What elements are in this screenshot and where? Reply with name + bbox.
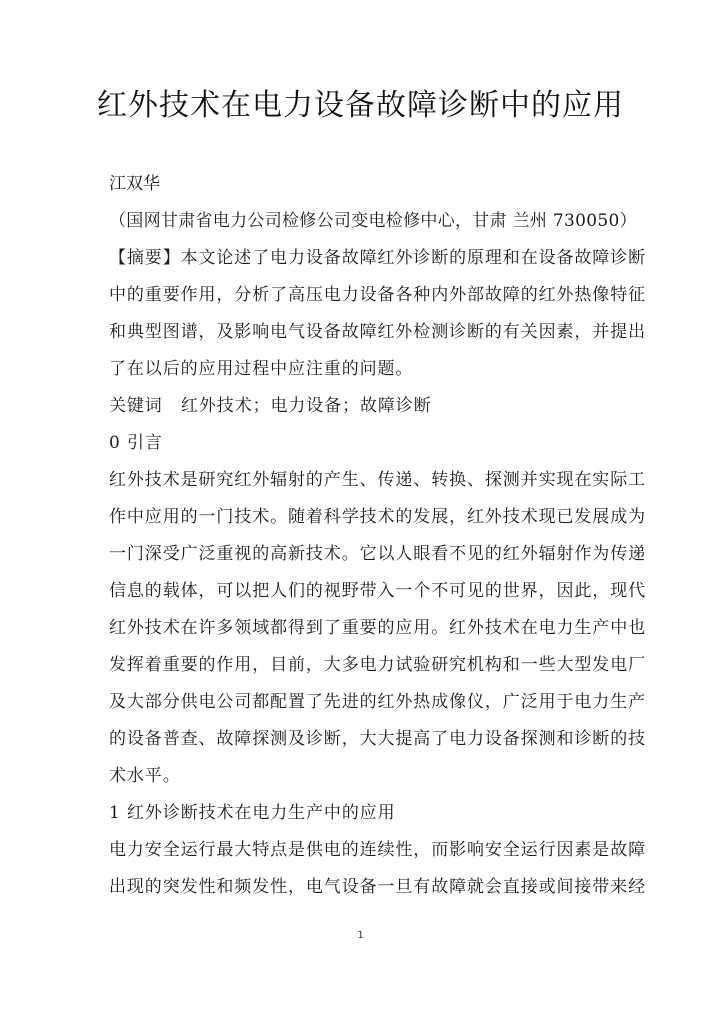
paragraph-line: 及大部分供电公司都配置了先进的红外热成像仪，广泛用于电力生产: [109, 692, 646, 712]
abstract-line: 了在以后的应用过程中应注重的问题。: [109, 359, 414, 379]
keywords-value: 红外技术；电力设备；故障诊断: [181, 396, 432, 416]
document-title: 红外技术在电力设备故障诊断中的应用: [97, 88, 624, 123]
keywords: [109, 388, 613, 425]
paragraph-line: 发挥着重要的作用，目前，大多电力试验研究机构和一些大型发电厂: [109, 655, 646, 675]
paragraph-line: 作中应用的一门技术。随着科学技术的发展，红外技术现已发展成为: [109, 507, 646, 527]
paragraph-line: 的设备普查、故障探测及诊断，大大提高了电力设备探测和诊断的技: [109, 729, 646, 749]
section-heading-introduction: 0 引言: [109, 433, 163, 453]
paragraph-line: 信息的载体，可以把人们的视野带入一个不可见的世界，因此，现代: [109, 581, 646, 601]
author-name: 江双华: [109, 174, 160, 194]
document-body: [109, 166, 646, 906]
section-heading-application: 1 红外诊断技术在电力生产中的应用: [109, 803, 396, 823]
abstract-line: 中的重要作用，分析了高压电力设备各种内外部故障的红外热像特征: [109, 285, 646, 305]
paragraph-line: 一门深受广泛重视的高新技术。它以人眼看不见的红外辐射作为传递: [109, 544, 646, 564]
paragraph-line: 红外技术是研究红外辐射的产生、传递、转换、探测并实现在实际工: [109, 470, 646, 490]
abstract-line: 【摘要】本文论述了电力设备故障红外诊断的原理和在设备故障诊断: [109, 248, 646, 268]
abstract: [109, 240, 646, 388]
paragraph-line: 电力安全运行最大特点是供电的连续性，而影响安全运行因素是故障: [109, 840, 646, 860]
paragraph-line: 出现的突发性和频发性，电气设备一旦有故障就会直接或间接带来经: [109, 877, 646, 897]
keywords-label: 关键词: [109, 396, 163, 416]
section-application-body: [109, 832, 646, 906]
paragraph-line: 术水平。: [109, 766, 181, 786]
abstract-line: 和典型图谱，及影响电气设备故障红外检测诊断的有关因素，并提出: [109, 322, 646, 342]
paragraph-line: 红外技术在许多领域都得到了重要的应用。红外技术在电力生产中也: [109, 618, 646, 638]
page-number: 1: [357, 930, 364, 941]
section-introduction-body: [109, 462, 646, 795]
author-affiliation: （国网甘肃省电力公司检修公司变电检修中心，甘肃 兰州 730050）: [109, 211, 637, 231]
